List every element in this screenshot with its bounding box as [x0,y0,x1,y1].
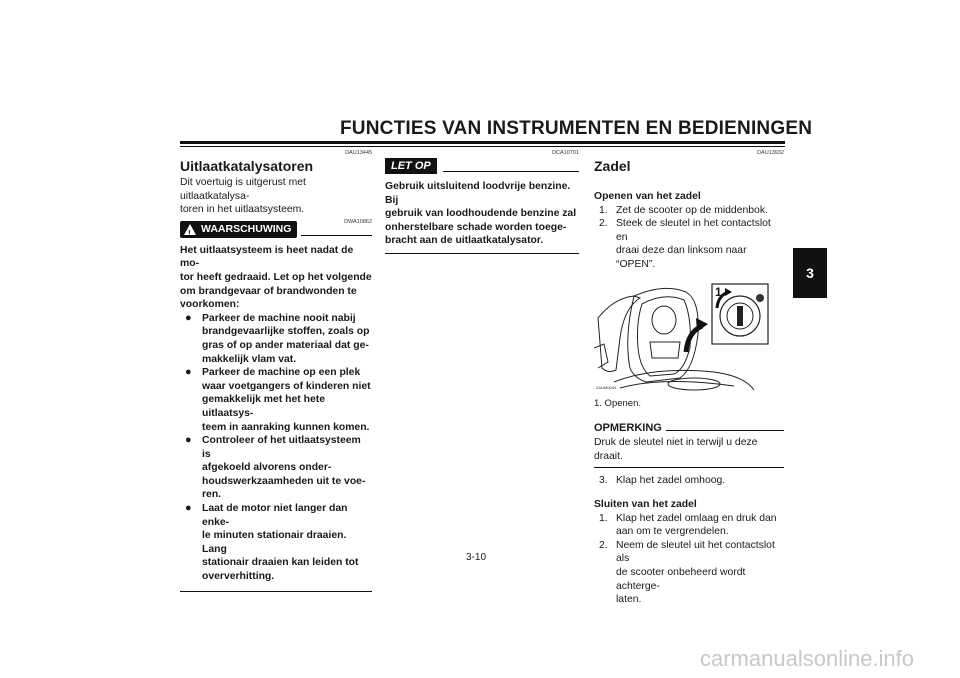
step-3 [594,474,784,488]
warning-bullet: ● Laat de motor niet langer dan enke- le minuten stationair draaien. Lang stationair draaien kan leiden tot oververhitting. [185,502,359,583]
bullet-icon: ● [185,434,192,447]
note-end-rule [594,467,784,468]
page-title: FUNCTIES VAN INSTRUMENTEN EN BEDIENINGEN [340,118,813,139]
warning-bullet: ● Parkeer de machine op een plek waar voetgangers of kinderen niet gemakkelijk met het hete uitlaatsys- teem in aanraking kunnen komen. [185,366,371,433]
watermark-link[interactable]: carmanualsonline.info [700,646,915,671]
warning-bullet: ● Parkeer de machine nooit nabij brandgevaarlijke stoffen, zoals op gras of op ander materiaal dat ge- makkelijk vlam vat. [185,311,370,365]
warning-triangle-icon: ! [184,224,196,235]
open-title: Openen van het zadel [594,191,701,202]
step-item: 3. Klap het zadel omhoog. [599,475,726,487]
bullet-icon: ● [185,366,192,379]
warning-end-rule [180,591,372,592]
column-caution [385,150,579,254]
note-text: Druk de sleutel niet in terwijl u deze draait. [594,437,758,462]
page-number: 3-10 [466,552,487,563]
note-label: OPMERKING [594,422,662,435]
section-heading: Zadel [594,158,631,174]
bullet-icon: ● [185,502,192,515]
warning-header [180,218,372,238]
bullet-icon: ● [185,311,192,324]
column-catalysator [180,150,372,592]
chapter-tab: 3 [793,248,827,298]
warning-badge: ! WAARSCHUWING [180,221,297,238]
section-code: DAU13445 [345,150,372,156]
intro-text: Dit voertuig is uitgerust met uitlaatkatalysa- toren in het uitlaatsysteem. [180,177,306,216]
caution-badge: LET OP [385,158,437,174]
section-code: DCA10701 [552,150,579,156]
warning-text: Het uitlaatsysteem is heet nadat de mo- tor heeft gedraaid. Let op het volgende om brandgevaar of brandwonden te voorkomen: ● Parkeer de machine nooit nabij brandgevaarlijke stoffen, zoals op gras of op ander materiaal dat ge- makkelijk vlam vat. ● Parkeer de machine op een plek waar voetgangers of kinderen niet gemakkelijk met het hete uitlaatsys- teem in aanraking kunnen komen. ● Controleer of het uitlaatsysteem is afgekoeld alvorens onder- houdswerkzaamheden uit te voe- ren. ● Laat de motor niet langer dan enke- le minuten stationair draaien. Lang stationair draaien kan leiden tot oververhitting. [180,244,372,583]
caution-text: Gebruik uitsluitend loodvrije benzine. Bij gebruik van loodhoudende benzine zal onherstelbare schade worden toege- bracht aan de uitlaatkatalysator. [385,181,577,247]
column-zadel [594,150,784,607]
warning-code: DWA10862 [344,218,372,225]
header-rule [180,141,785,144]
step-item: 2. Steek de sleutel in het contactslot en draai deze dan linksom naar “OPEN”. [599,218,771,270]
caution-header [385,158,579,174]
scooter-seat-illustration [594,278,769,396]
section-heading: Uitlaatkatalysatoren [180,158,314,174]
figure-callout: 1 [715,284,722,299]
note-header [594,422,784,434]
seat-figure [594,278,769,396]
section-code: DAU13932 [757,150,784,156]
close-title: Sluiten van het zadel [594,498,697,510]
warning-bullet: ● Controleer of het uitlaatsysteem is afgekoeld alvorens onder- houdswerkzaamheden uit te voe- ren. [185,434,366,501]
caution-end-rule [385,253,579,254]
open-steps [594,204,784,272]
figure-caption: 1. Openen. [594,397,642,409]
header-rule-thin [180,146,785,147]
figure-code: ZAUM0044 [596,384,617,390]
step-item: 1. Zet de scooter op de middenbok. [599,204,768,216]
step-item: 1. Klap het zadel omlaag en druk dan aan om te vergrendelen. [599,512,777,538]
step-item: 2. Neem de sleutel uit het contactslot als de scooter onbeheerd wordt achterge- laten. [599,539,775,606]
close-steps [594,512,784,607]
